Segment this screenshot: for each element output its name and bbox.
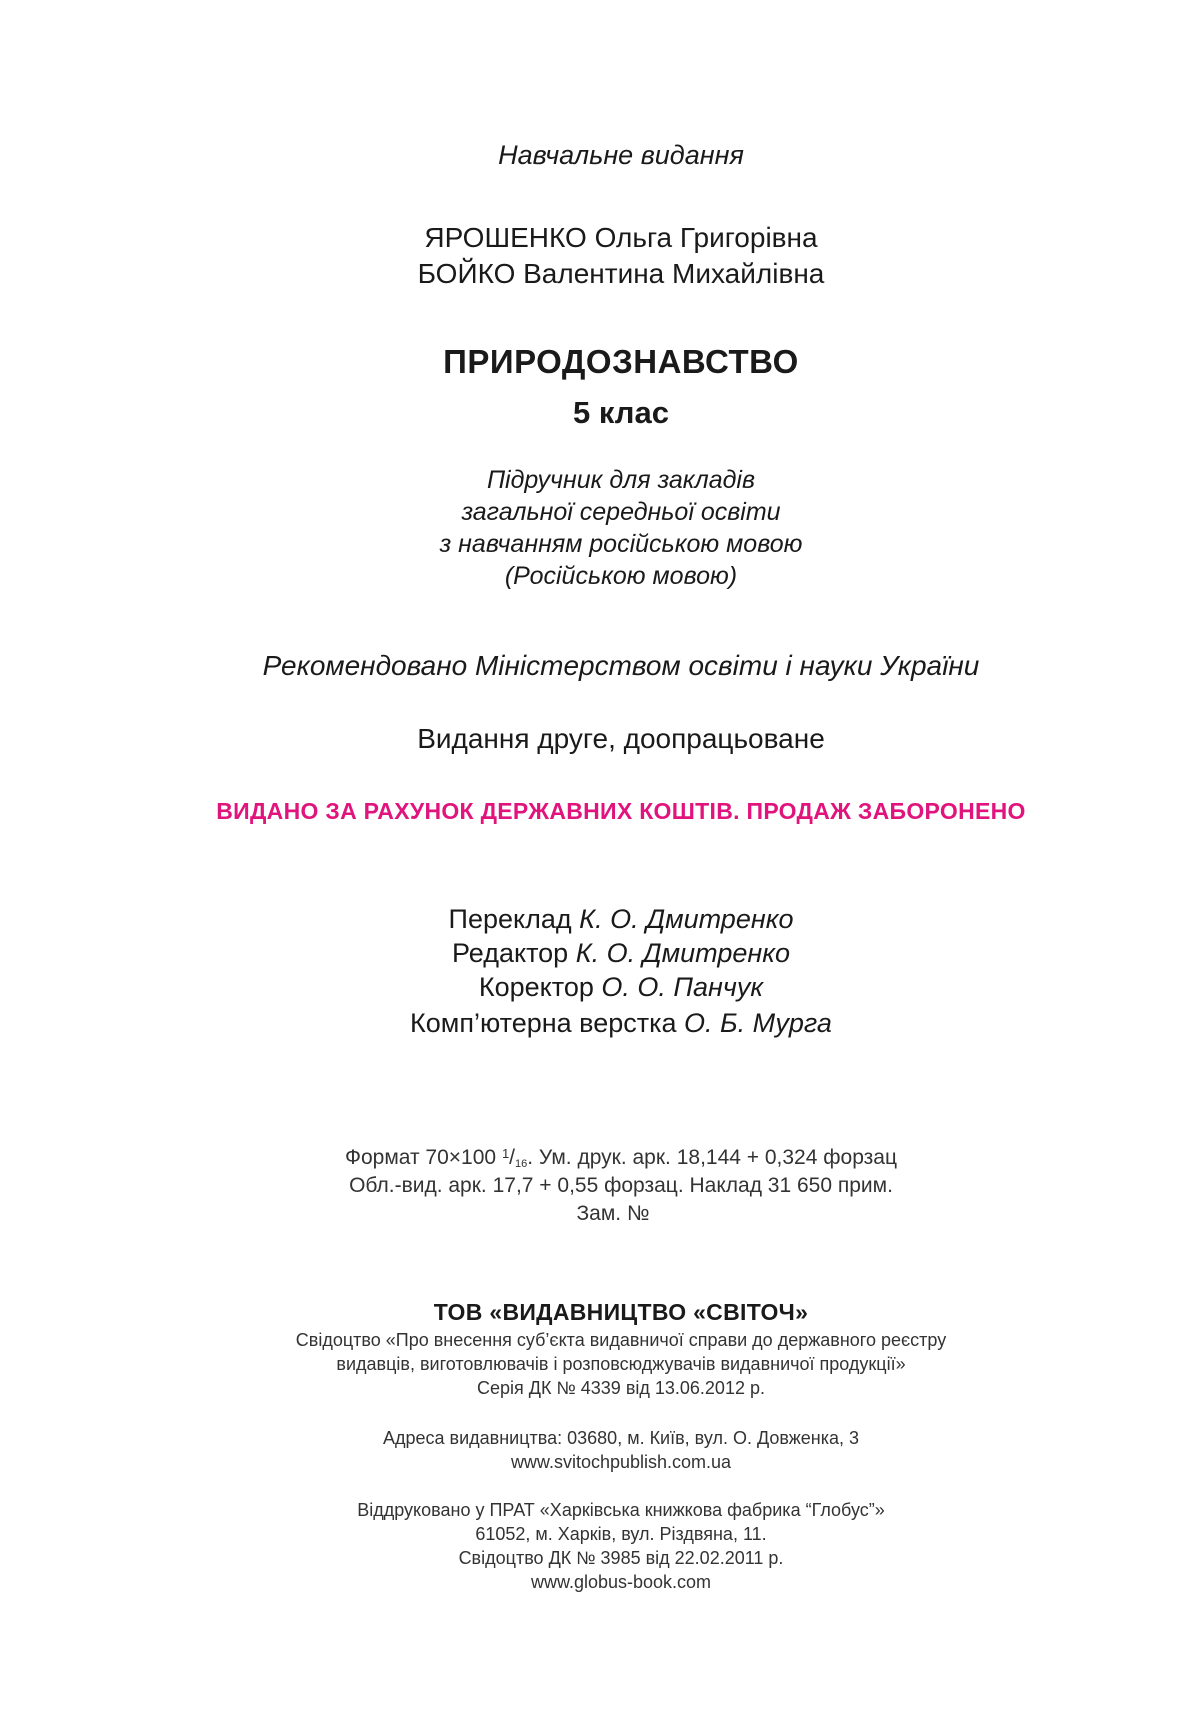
- ministry-recommendation: Рекомендовано Міністерством освіти і науки України: [262, 650, 980, 681]
- subtitle-line-4: (Російською мовою): [504, 562, 738, 590]
- credit-person: К. О. Дмитренко: [579, 904, 794, 934]
- printer-name: Віддруковано у ПРАТ «Харківська книжкова фабрика “Глобус”»: [357, 1500, 885, 1520]
- credit-role: Переклад: [448, 904, 572, 934]
- subtitle-line-2: загальної середньої освіти: [461, 498, 781, 526]
- author-1: ЯРОШЕНКО Ольга Григорівна: [424, 222, 818, 253]
- edition-type: Навчальне видання: [498, 140, 744, 170]
- format-numerator: 1: [501, 1146, 510, 1161]
- credit-layout: [0, 1008, 1200, 1039]
- edition-info: Видання друге, доопрацьоване: [417, 723, 825, 754]
- publisher-certificate-line-2: видавців, виготовлювачів і розповсюджувачів видавничої продукції»: [336, 1354, 906, 1374]
- publisher-certificate-line-1: Свідоцтво «Про внесення суб’єкта видавничої справи до державного реєстру: [295, 1330, 947, 1350]
- format-spec: [0, 1146, 1200, 1170]
- format-prefix: Формат 70×100: [345, 1146, 502, 1169]
- credit-editor: [0, 938, 1200, 969]
- subtitle-line-3: з навчанням російською мовою: [439, 530, 803, 558]
- format-slash: /: [509, 1146, 516, 1169]
- format-suffix: . Ум. друк. арк. 18,144 + 0,324 форзац: [527, 1146, 897, 1169]
- credit-role: Коректор: [478, 972, 594, 1002]
- publisher-name: ТОВ «ВИДАВНИЦТВО «СВІТОЧ»: [433, 1299, 809, 1325]
- format-fraction: [502, 1146, 527, 1169]
- printer-certificate: Свідоцтво ДК № 3985 від 22.02.2011 р.: [458, 1548, 784, 1568]
- publisher-address: Адреса видавництва: 03680, м. Київ, вул. О. Довженка, 3: [382, 1428, 860, 1448]
- publisher-certificate-series: Серія ДК № 4339 від 13.06.2012 р.: [477, 1378, 765, 1398]
- book-grade: 5 клас: [573, 395, 669, 430]
- subtitle-line-1: Підручник для закладів: [486, 466, 756, 494]
- author-2: БОЙКО Валентина Михайлівна: [417, 258, 825, 289]
- printer-website: www.globus-book.com: [530, 1572, 712, 1592]
- credit-person: О. О. Панчук: [601, 972, 764, 1002]
- credit-role: Редактор: [451, 938, 569, 968]
- credit-proofreader: [0, 972, 1200, 1003]
- print-run-spec: Обл.-вид. арк. 17,7 + 0,55 форзац. Наклад 31 650 прим.: [349, 1174, 893, 1197]
- order-number: Зам. №: [576, 1202, 650, 1225]
- credit-person: О. Б. Мурга: [684, 1008, 832, 1038]
- format-denominator: 16: [515, 1158, 528, 1170]
- credit-translation: [0, 904, 1200, 935]
- printer-address: 61052, м. Харків, вул. Різдвяна, 11.: [475, 1524, 767, 1544]
- credit-person: К. О. Дмитренко: [575, 938, 791, 968]
- publisher-website: www.svitochpublish.com.ua: [510, 1452, 732, 1472]
- book-title: ПРИРОДОЗНАВСТВО: [443, 343, 799, 380]
- credit-role: Комп’ютерна верстка: [410, 1008, 677, 1038]
- state-funded-notice: ВИДАНО ЗА РАХУНОК ДЕРЖАВНИХ КОШТІВ. ПРОДАЖ ЗАБОРОНЕНО: [216, 798, 1026, 824]
